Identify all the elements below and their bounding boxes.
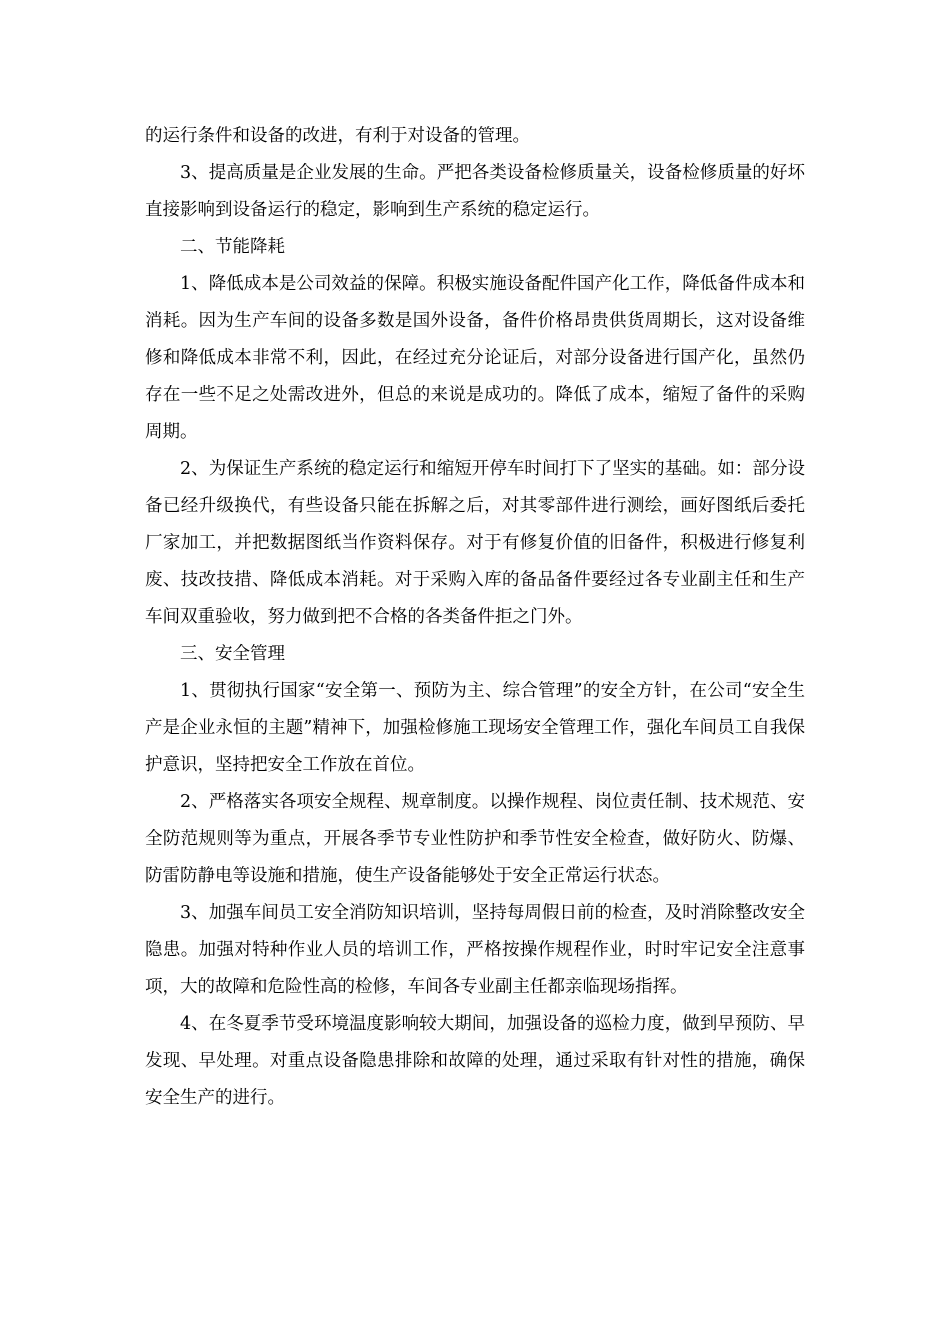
- paragraph-safety-rules: 2、严格落实各项安全规程、规章制度。以操作规程、岗位责任制、技术规范、安全防范规则等为重点，开展各季节专业性防护和季节性安全检查，做好防火、防爆、防雷防静电等设施和措施，使生产设备能够处于安全正常运行状态。: [145, 792, 805, 886]
- paragraph-continuation: 的运行条件和设备的改进，有利于对设备的管理。: [145, 126, 530, 146]
- section-heading-safety-management: 三、安全管理: [180, 644, 285, 664]
- section-heading-energy-saving: 二、节能降耗: [180, 237, 285, 257]
- paragraph-safety-policy: 1、贯彻执行国家“安全第一、预防为主、综合管理”的安全方针，在公司“安全生产是企业永恒的主题”精神下，加强检修施工现场安全管理工作，强化车间员工自我保护意识，坚持把安全工作放在首位。: [145, 681, 805, 775]
- paragraph-seasonal-inspection: 4、在冬夏季节受环境温度影响较大期间，加强设备的巡检力度，做到早预防、早发现、早处理。对重点设备隐患排除和故障的处理，通过采取有针对性的措施，确保安全生产的进行。: [145, 1014, 805, 1108]
- paragraph-cost-reduction: 1、降低成本是公司效益的保障。积极实施设备配件国产化工作，降低备件成本和消耗。因为生产车间的设备多数是国外设备，备件价格昂贵供货周期长，这对设备维修和降低成本非常不利，因此，在经过充分论证后，对部分设备进行国产化，虽然仍存在一些不足之处需改进外，但总的来说是成功的。降低了成本，缩短了备件的采购周期。: [145, 274, 805, 442]
- document-body: [145, 118, 805, 1117]
- paragraph-safety-training: 3、加强车间员工安全消防知识培训，坚持每周假日前的检查，及时消除整改安全隐患。加强对特种作业人员的培训工作，严格按操作规程作业，时时牢记安全注意事项，大的故障和危险性高的检修，车间各专业副主任都亲临现场指挥。: [145, 903, 805, 997]
- paragraph-stable-operation: 2、为保证生产系统的稳定运行和缩短开停车时间打下了坚实的基础。如：部分设备已经升级换代，有些设备只能在拆解之后，对其零部件进行测绘，画好图纸后委托厂家加工，并把数据图纸当作资料保存。对于有修复价值的旧备件，积极进行修复利废、技改技措、降低成本消耗。对于采购入库的备品备件要经过各专业副主任和生产车间双重验收，努力做到把不合格的各类备件拒之门外。: [145, 459, 805, 627]
- paragraph-quality: 3、提高质量是企业发展的生命。严把各类设备检修质量关，设备检修质量的好坏直接影响到设备运行的稳定，影响到生产系统的稳定运行。: [145, 163, 805, 220]
